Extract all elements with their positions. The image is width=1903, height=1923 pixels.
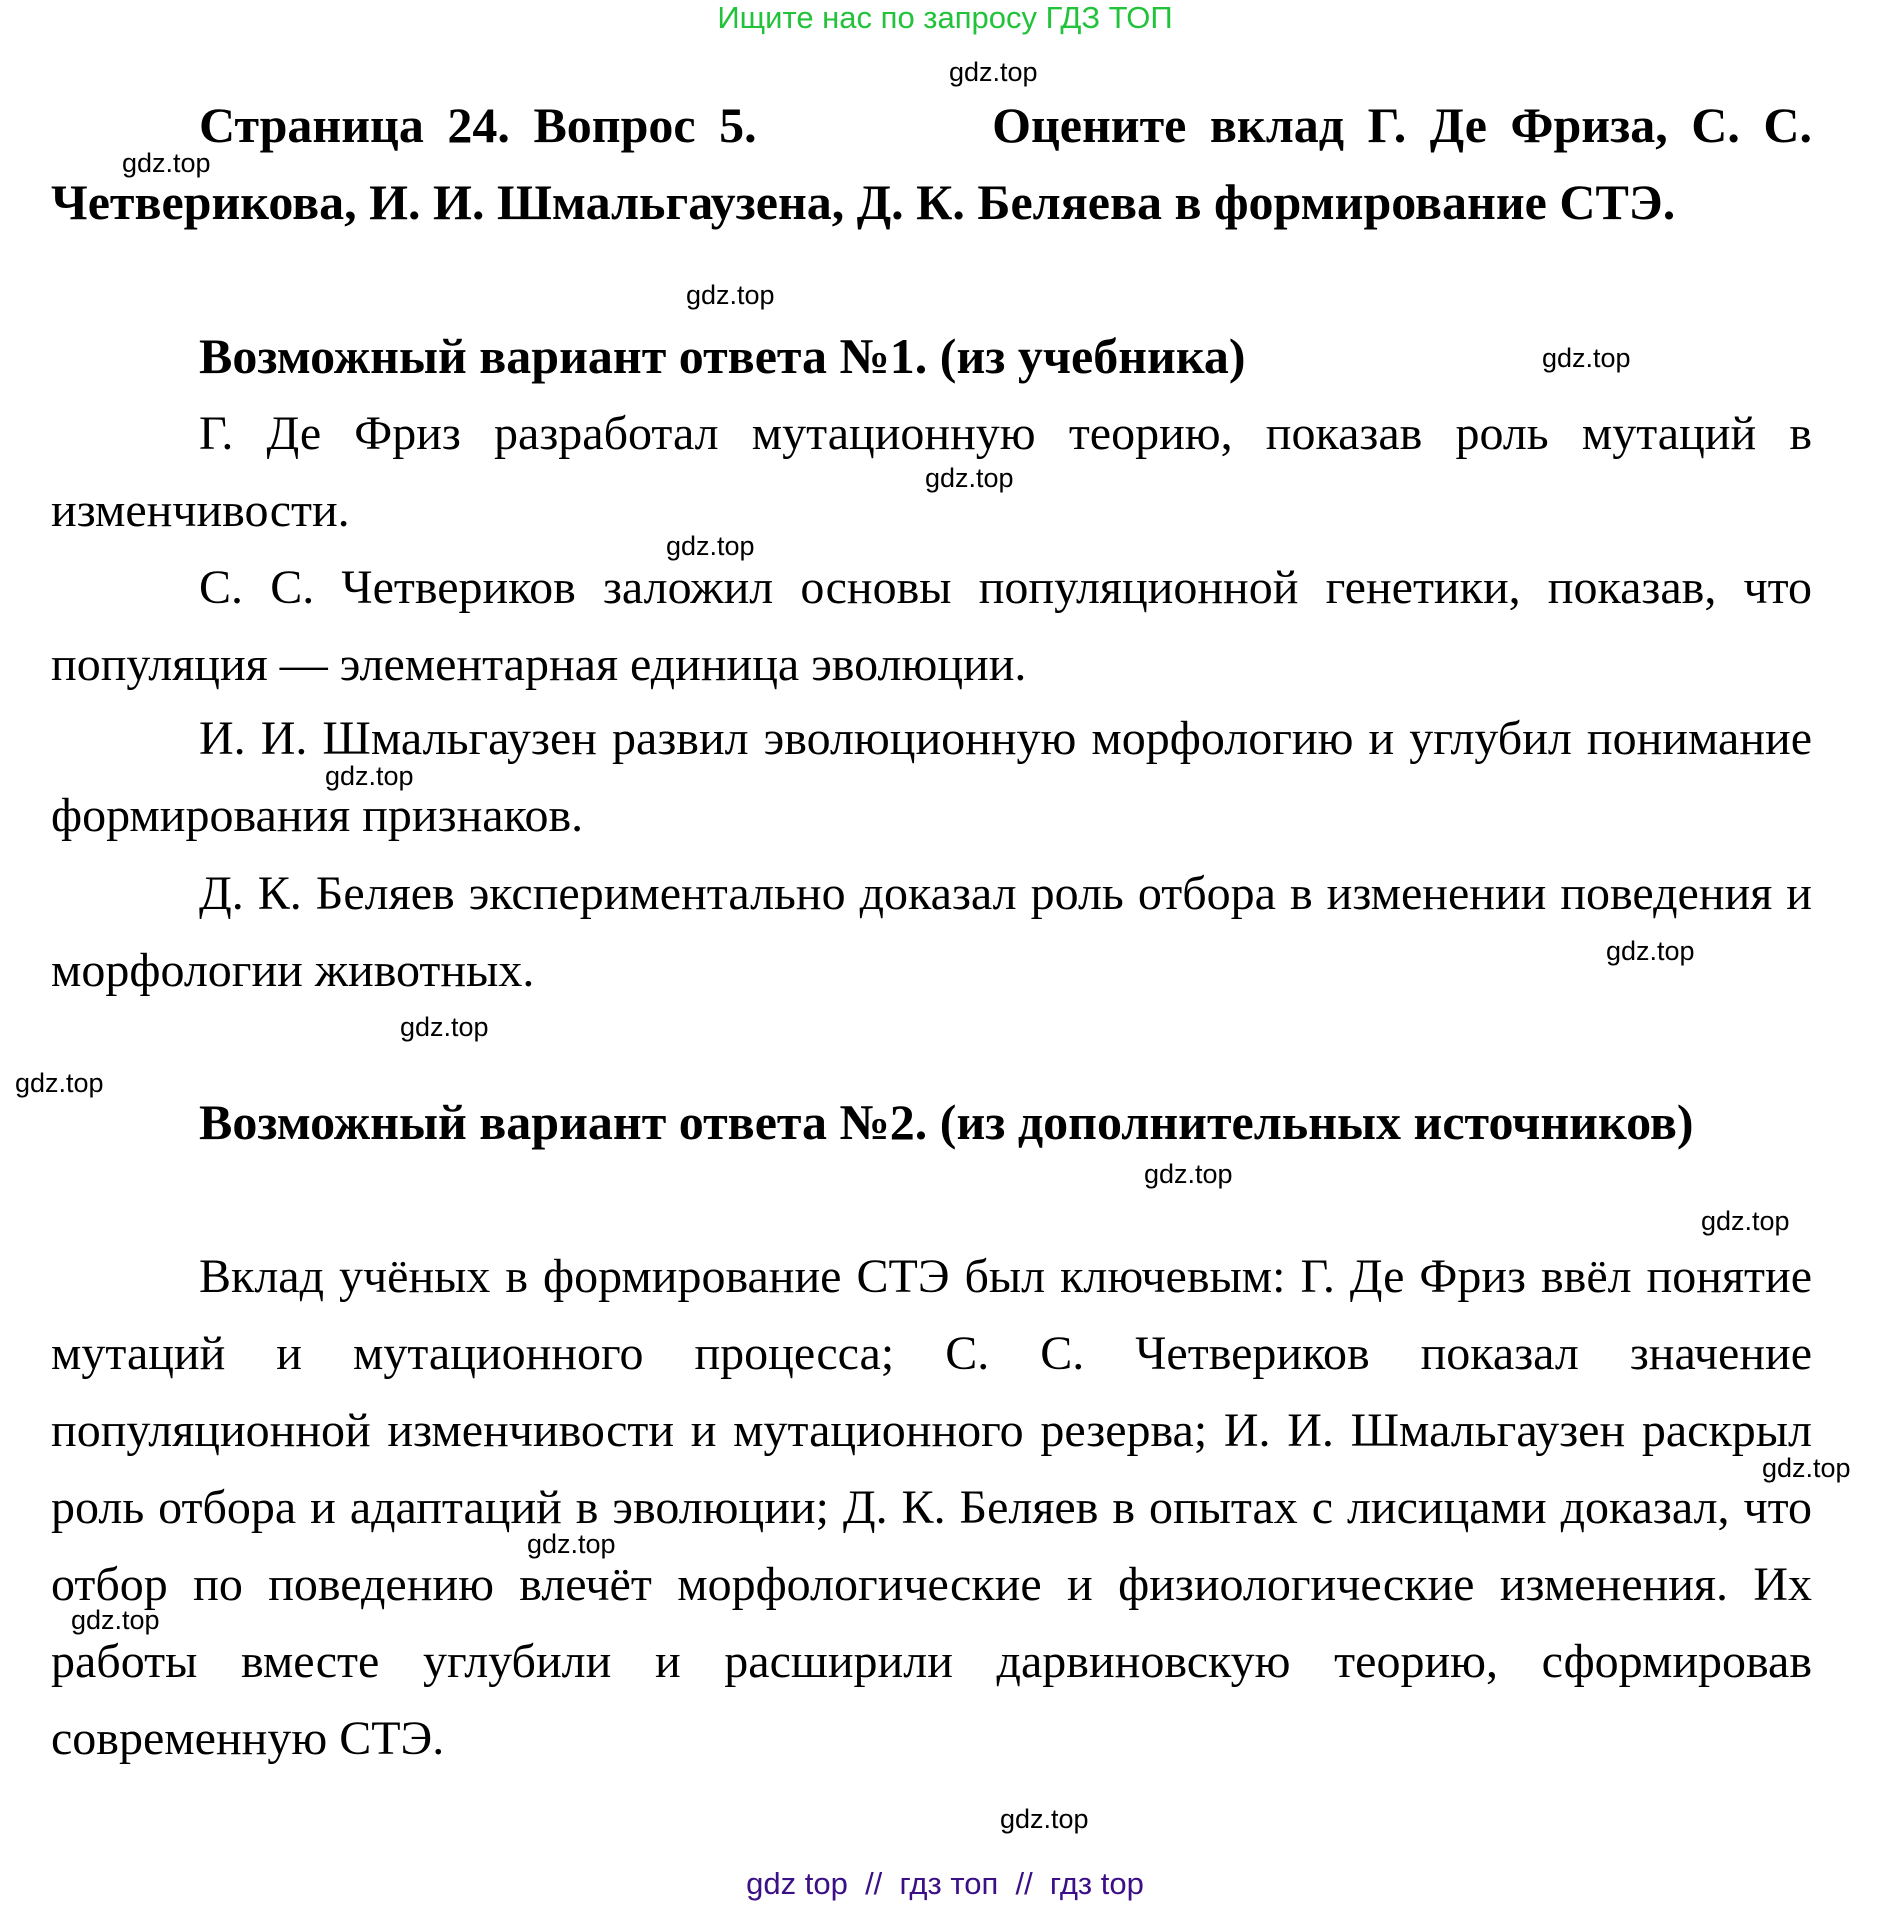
watermark: gdz.top (71, 1605, 160, 1635)
watermark: gdz.top (400, 1012, 489, 1042)
watermark: gdz.top (1762, 1453, 1851, 1483)
answer1-heading: Возможный вариант ответа №1. (из учебника) (199, 328, 1246, 384)
question-title (51, 87, 1812, 241)
watermark: gdz.top (686, 280, 775, 310)
watermark: gdz.top (1144, 1159, 1233, 1189)
watermark: gdz.top (1000, 1804, 1089, 1834)
watermark: gdz.top (1606, 936, 1695, 966)
watermark: gdz.top (527, 1529, 616, 1559)
watermark: gdz.top (1701, 1206, 1790, 1236)
watermark: gdz.top (15, 1068, 104, 1098)
search-banner: Ищите нас по запросу ГДЗ ТОП (717, 0, 1173, 35)
footer-links: gdz top // гдз топ // гдз top (746, 1866, 1144, 1901)
watermark: gdz.top (925, 463, 1014, 493)
watermark: gdz.top (949, 57, 1038, 87)
answer1-paragraph: С. С. Четвериков заложил основы популяционной генетики, показав, что популяция — элементарная единица эволюции. (51, 561, 1812, 691)
answer1-paragraph: И. И. Шмальгаузен развил эволюционную морфологию и углубил понимание формирования признаков. (51, 712, 1812, 842)
watermark: gdz.top (325, 761, 414, 791)
answer1-paragraph: Д. К. Беляев экспериментально доказал роль отбора в изменении поведения и морфологии животных. (51, 867, 1812, 997)
page-question-label: Страница 24. Вопрос 5. (199, 97, 757, 153)
watermark: gdz.top (122, 148, 211, 178)
answer2-heading: Возможный вариант ответа №2. (из дополнительных источников) (199, 1094, 1694, 1150)
answer2-paragraph: Вклад учёных в формирование СТЭ был ключевым: Г. Де Фриз ввёл понятие мутаций и мутационного процесса; С. С. Четвериков показал значение популяционной изменчивости и мутационного резерва; И. И. Шмальгаузен раскрыл роль отбора и адаптаций в эволюции; Д. К. Беляев в опытах с лисицами доказал, что отбор по поведению влечёт морфологические и физиологические изменения. Их работы вместе углубили и расширили дарвиновскую теорию, сформировав современную СТЭ. (51, 1250, 1812, 1765)
watermark: gdz.top (666, 531, 755, 561)
watermark: gdz.top (1542, 343, 1631, 373)
answer1-paragraph: Г. Де Фриз разработал мутационную теорию, показав роль мутаций в изменчивости. (51, 407, 1812, 537)
question-text: Оцените вклад Г. Де Фриза, С. С. Четверикова, И. И. Шмальгаузена, Д. К. Беляева в формирование СТЭ. (51, 97, 1812, 230)
